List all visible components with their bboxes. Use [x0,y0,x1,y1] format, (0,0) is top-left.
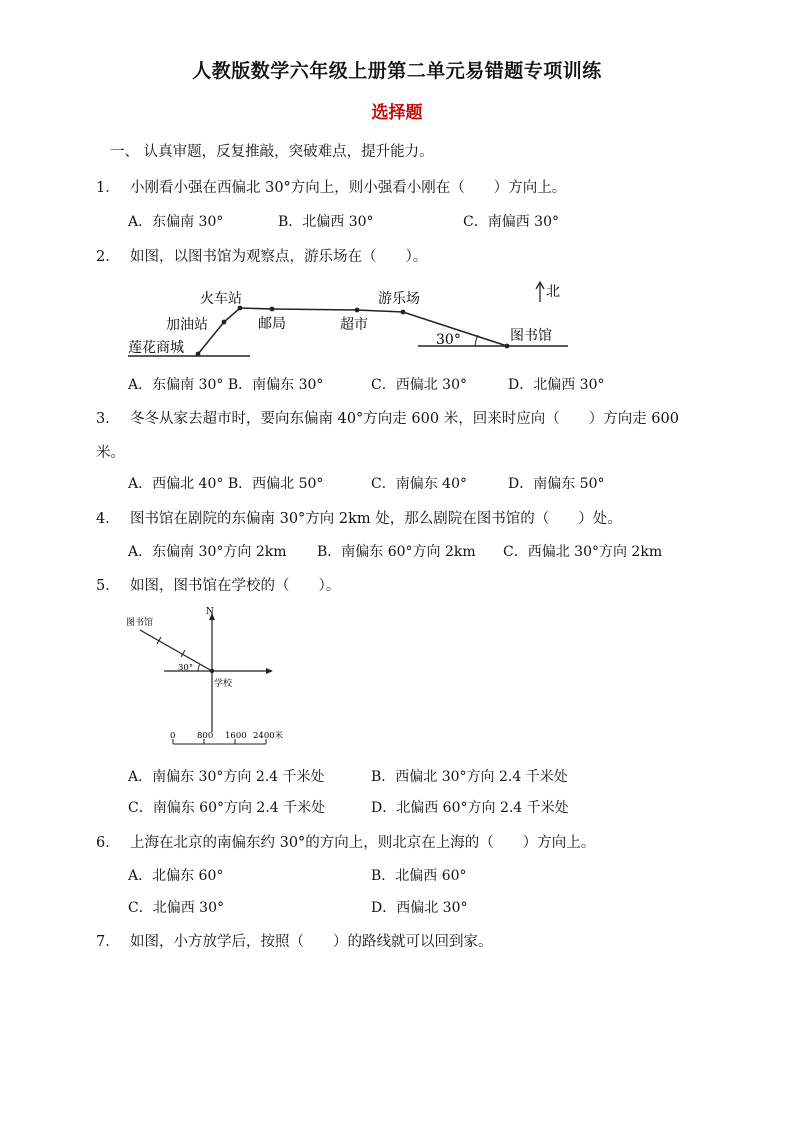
q6-option-a: A．北偏东 60° [128,868,224,884]
question-number: 5． [96,578,120,594]
q5-option-a: A．南偏东 30°方向 2.4 千米处 [128,769,325,785]
scale-label: 2400米 [253,731,284,741]
label-north: 北 [546,284,560,300]
q2-option-c: C．西偏北 30° [371,377,467,393]
question-7 [96,930,493,951]
question-text: 如图，小方放学后，按照（ ）的路线就可以回到家。 [130,934,493,950]
question-text: 上海在北京的南偏东约 30°的方向上，则北京在上海的（ ）方向上。 [130,835,596,851]
label-library: 图书馆 [126,618,154,628]
q6-option-c: C．北偏西 30° [128,900,224,916]
label-park: 游乐场 [378,291,420,307]
school-dot [210,669,214,673]
q1-option-b: B．北偏西 30° [278,214,374,230]
question-3-continued: 米。 [96,445,125,461]
question-number: 4． [96,511,120,527]
question-text: 如图，以图书馆为观察点，游乐场在（ ）。 [130,249,428,265]
q4-option-c: C．西偏北 30°方向 2km [503,544,663,560]
label-school: 学校 [214,679,233,689]
q6-option-b: B．北偏西 60° [371,868,467,884]
label-gas-station: 加油站 [166,317,208,333]
library-dot [505,344,510,349]
question-2 [96,245,427,266]
scale-label: 0 [170,731,176,741]
section-instruction: 一、 认真审题，反复推敲，突破难点，提升能力。 [110,144,434,160]
mall-dot [196,352,201,357]
question-number: 7． [96,934,120,950]
label-train-station: 火车站 [200,291,242,307]
label-library: 图书馆 [510,328,552,344]
page-title: 人教版数学六年级上册第二单元易错题专项训练 [192,60,602,82]
q6-option-d: D．西偏北 30° [371,900,468,916]
supermarket-dot [355,308,360,313]
question-number: 2． [96,249,120,265]
question-4 [96,507,622,528]
question-number: 6． [96,835,120,851]
question-text: 冬冬从家去超市时，要向东偏南 40°方向走 600 米，回来时应向（ ）方向走 600 [130,411,679,427]
angle-arc [198,664,200,671]
gas-station-dot [222,320,227,325]
question-5 [96,574,340,595]
compass-figure [124,604,294,754]
q1-option-c: C．南偏西 30° [463,214,559,230]
question-1 [96,176,566,197]
question-number: 1． [96,180,120,196]
question-3 [96,407,679,428]
q1-option-a: A．东偏南 30° [128,214,224,230]
label-angle: 30° [178,663,194,673]
label-post-office: 邮局 [258,316,286,332]
question-number: 3． [96,411,120,427]
q2-option-ab: A．东偏南 30° B．南偏东 30° [128,377,324,393]
q4-option-b: B．南偏东 60°方向 2km [317,544,476,560]
label-north: N [206,607,214,617]
section-subtitle: 选择题 [371,103,423,123]
park-dot [401,310,406,315]
post-office-dot [270,307,275,312]
q3-option-c: C．南偏东 40° [371,476,467,492]
library-ray [140,630,212,671]
label-mall: 莲花商城 [128,340,184,356]
route-map-figure [120,278,580,362]
q2-option-d: D．北偏西 30° [508,377,605,393]
question-text: 图书馆在剧院的东偏南 30°方向 2km 处，那么剧院在图书馆的（ ）处。 [130,511,622,527]
q3-option-ab: A．西偏北 40° B．西偏北 50° [128,476,324,492]
q5-option-d: D．北偏西 60°方向 2.4 千米处 [371,800,569,816]
question-text: 小刚看小强在西偏北 30°方向上，则小强看小刚在（ ）方向上。 [130,180,567,196]
q5-option-b: B．西偏北 30°方向 2.4 千米处 [371,769,568,785]
label-supermarket: 超市 [340,317,368,333]
q4-option-a: A．东偏南 30°方向 2km [128,544,287,560]
q5-option-c: C．南偏东 60°方向 2.4 千米处 [128,800,326,816]
question-6 [96,831,595,852]
east-arrowhead-icon [266,668,273,674]
scale-label: 800 [197,731,214,741]
label-angle: 30° [436,332,461,348]
scale-label: 1600 [225,731,247,741]
q3-option-d: D．南偏东 50° [508,476,605,492]
question-text: 如图，图书馆在学校的（ ）。 [130,578,341,594]
